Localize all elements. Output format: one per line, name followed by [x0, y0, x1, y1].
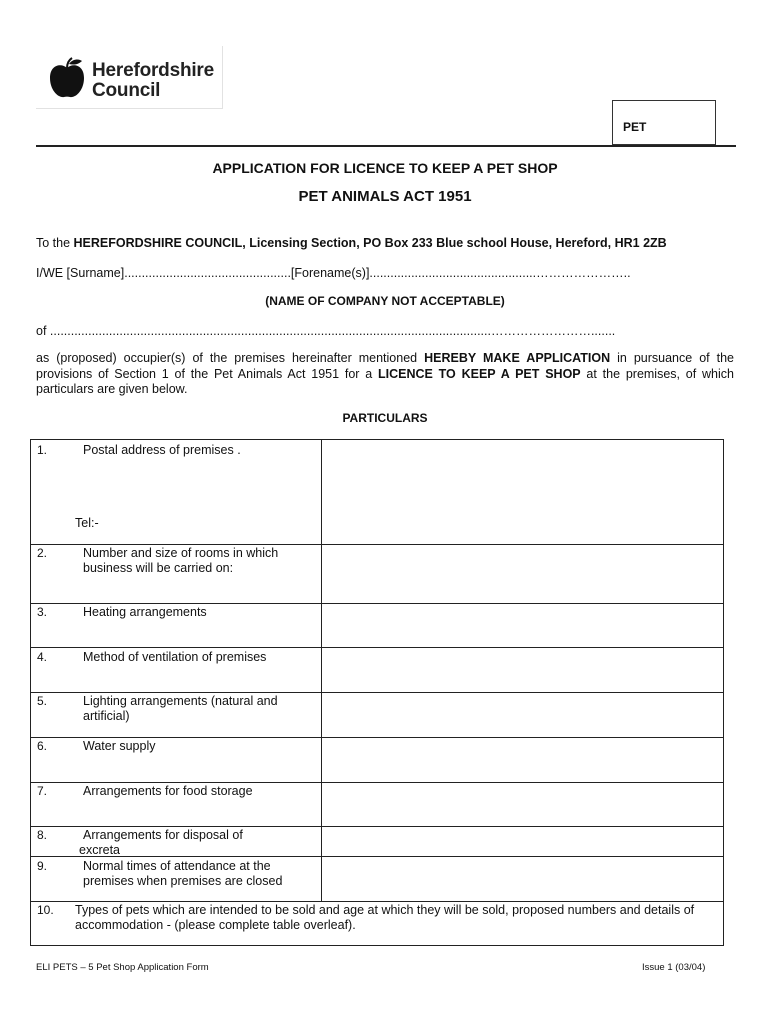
- address-line: [36, 236, 667, 250]
- row-label-food-storage: Arrangements for food storage: [83, 784, 253, 798]
- particulars-heading: PARTICULARS: [342, 411, 428, 425]
- para-text-2: in pursuance of the provisions of Section 1 of the Pet Animals Act 1951 for a: [36, 351, 735, 381]
- answer-cell-ventilation[interactable]: [322, 648, 723, 692]
- footer-issue: Issue 1 (03/04): [642, 962, 706, 973]
- answer-cell-excreta[interactable]: [322, 827, 723, 856]
- row-label-tel: Tel:-: [75, 516, 99, 530]
- address-prefix: To the: [36, 236, 74, 250]
- apple-logo-icon: [44, 56, 90, 102]
- answer-cell-rooms[interactable]: [322, 545, 723, 603]
- row-number: 9.: [37, 859, 48, 873]
- form-code-box: [612, 100, 716, 145]
- para-bold-2: LICENCE TO KEEP A PET SHOP: [377, 366, 581, 381]
- row-number: 5.: [37, 694, 48, 708]
- answer-cell-heating[interactable]: [322, 604, 723, 647]
- answer-cell-food-storage[interactable]: [322, 783, 723, 826]
- row-label-excreta-cont: excreta: [79, 843, 120, 857]
- para-text-1: as (proposed) occupier(s) of the premises hereinafter mentioned: [36, 351, 425, 365]
- row-number: 8.: [37, 828, 48, 842]
- row-label-attendance: Normal times of attendance at the premises when premises are closed: [83, 859, 283, 888]
- row-label-lighting: Lighting arrangements (natural and artificial): [83, 694, 278, 723]
- company-note: (NAME OF COMPANY NOT ACCEPTABLE): [265, 294, 505, 308]
- para-text-3: at the premises, of which particulars are given below.: [36, 366, 734, 396]
- row-label-excreta: Arrangements for disposal of: [83, 828, 243, 842]
- application-paragraph: [36, 351, 734, 398]
- row-number: 7.: [37, 784, 48, 798]
- of-address-field[interactable]: of ...............................................................................................................................…………………….......: [36, 324, 616, 338]
- footer-form-name: ELI PETS – 5 Pet Shop Application Form: [36, 962, 209, 973]
- row-label-rooms: Number and size of rooms in which business will be carried on:: [83, 546, 279, 575]
- row-label-pet-types: Types of pets which are intended to be sold and age at which they will be sold, proposed numbers and details of accommodation - (please complete table overleaf).: [75, 903, 695, 932]
- answer-cell-postal-address[interactable]: [322, 440, 723, 544]
- row-number: 3.: [37, 605, 48, 619]
- row-number: 10.: [37, 903, 54, 917]
- particulars-table: [30, 439, 724, 946]
- logo-text-line1: Herefordshire: [92, 60, 214, 81]
- logo-text-line2: Council: [92, 80, 161, 101]
- row-divider: [31, 901, 723, 902]
- row-label-heating: Heating arrangements: [83, 605, 207, 619]
- answer-cell-water[interactable]: [322, 738, 723, 782]
- row-number: 4.: [37, 650, 48, 664]
- form-code: PET: [623, 120, 647, 134]
- answer-cell-attendance[interactable]: [322, 857, 723, 901]
- name-field[interactable]: I/WE [Surname]................................................[Forename(s)]................................................…………………..: [36, 266, 631, 280]
- answer-cell-lighting[interactable]: [322, 693, 723, 737]
- row-label-water: Water supply: [83, 739, 156, 753]
- act-title: PET ANIMALS ACT 1951: [298, 188, 472, 205]
- row-label-postal-address: Postal address of premises .: [83, 443, 241, 457]
- form-title: APPLICATION FOR LICENCE TO KEEP A PET SHOP: [212, 160, 558, 176]
- para-bold-1: HEREBY MAKE APPLICATION: [424, 351, 611, 365]
- header-rule: [36, 145, 736, 147]
- row-label-ventilation: Method of ventilation of premises: [83, 650, 267, 664]
- row-number: 2.: [37, 546, 48, 560]
- row-number: 1.: [37, 443, 48, 457]
- row-number: 6.: [37, 739, 48, 753]
- council-address: HEREFORDSHIRE COUNCIL, Licensing Section, PO Box 233 Blue school House, Hereford, HR1 2ZB: [73, 236, 667, 250]
